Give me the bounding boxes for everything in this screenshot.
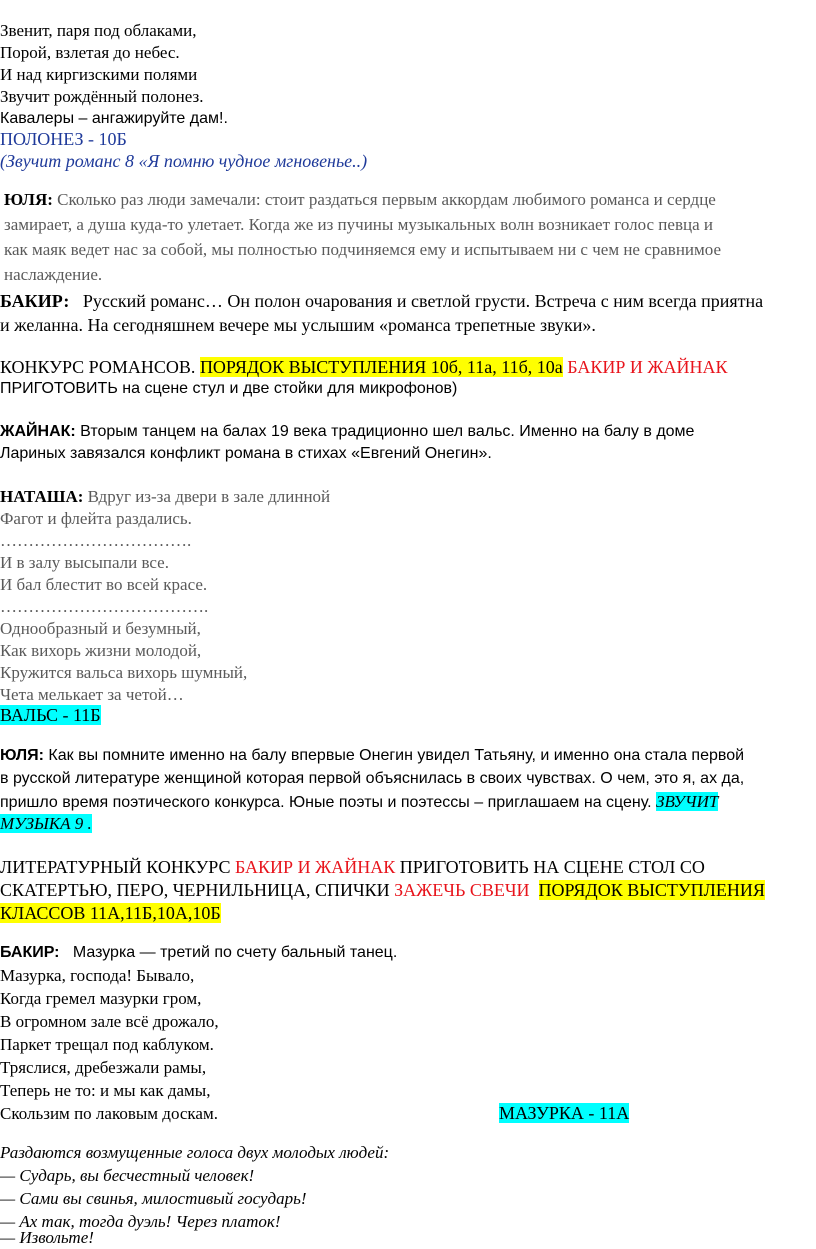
poem-line: ……………………………. (0, 531, 192, 550)
dialogue-line: — Сами вы свинья, милостивый государь! (0, 1189, 307, 1208)
poem-line: Звенит, паря под облаками, (0, 21, 197, 40)
poem-line: Скользим по лаковым доскам. (0, 1104, 218, 1123)
poem-line: И над киргизскими полями (0, 65, 198, 84)
poem-line: Когда гремел мазурки гром, (0, 989, 202, 1008)
literary-contest-heading: ЛИТЕРАТУРНЫЙ КОНКУРС БАКИР И ЖАЙНАК ПРИГОТОВИТЬ НА СЦЕНЕ СТОЛ СО (0, 857, 705, 877)
speaker-label: БАКИР: (0, 944, 60, 961)
order-highlight: ПОРЯДОК ВЫСТУПЛЕНИЯ (538, 880, 765, 900)
literary-contest-line: СКАТЕРТЬЮ, ПЕРО, ЧЕРНИЛЬНИЦА, СПИЧКИ ЗАЖЕЧЬ СВЕЧИ ПОРЯДОК ВЫСТУПЛЕНИЯ (0, 880, 765, 900)
poem-line: И в залу высыпали все. (0, 553, 169, 572)
poem-line: В огромном зале всё дрожало, (0, 1012, 219, 1031)
romance-note: (Звучит романс 8 «Я помню чудное мгновенье..) (0, 151, 368, 171)
poem-line: Мазурка, господа! Бывало, (0, 966, 195, 985)
polonaise-marker: ПОЛОНЕЗ - 10Б (0, 129, 127, 149)
poem-line: И бал блестит во всей красе. (0, 575, 208, 594)
hosts-note: БАКИР И ЖАЙНАК (567, 357, 728, 377)
poem-line: ………………………………. (0, 597, 209, 616)
poem-line: Кружится вальса вихорь шумный, (0, 663, 248, 682)
poem-line: Паркет трещал под каблуком. (0, 1035, 214, 1054)
stage-direction: Раздаются возмущенные голоса двух молодых людей: (0, 1143, 390, 1162)
stage-instruction: ПРИГОТОВИТЬ на сцене стул и две стойки для микрофонов) (0, 380, 458, 397)
zhainak-paragraph: ЖАЙНАК: Вторым танцем на балах 19 века традиционно шел вальс. Именно на балу в доме (0, 423, 695, 440)
poem-line: Теперь не то: и мы как дамы, (0, 1081, 211, 1100)
order-highlight: ПОРЯДОК ВЫСТУПЛЕНИЯ 10б, 11а, 11б, 10а (199, 357, 563, 377)
dialogue-line: — Сударь, вы бесчестный человек! (0, 1166, 255, 1185)
bakir-paragraph-2: БАКИР: Мазурка — третий по счету бальный танец. (0, 944, 398, 961)
order-highlight: КЛАССОВ 11А,11Б,10А,10Б (0, 903, 221, 923)
waltz-marker: ВАЛЬС - 11Б (0, 705, 101, 725)
bakir-paragraph-1-line: и желанна. На сегодняшнем вечере мы услышим «романса трепетные звуки». (0, 315, 596, 335)
yulia-paragraph-2-line: в русской литературе женщиной которая первой объяснилась в своих чувствах. О чем, это я, ах да, (0, 770, 745, 787)
dialogue-line: — Ах так, тогда дуэль! Через платок! (0, 1212, 281, 1231)
candles-note: ЗАЖЕЧЬ СВЕЧИ (394, 880, 530, 900)
poem-line: Кавалеры – ангажируйте дам!. (0, 110, 228, 127)
poem-line: Однообразный и безумный, (0, 619, 201, 638)
yulia-paragraph-2: ЮЛЯ: Как вы помните именно на балу впервые Онегин увидел Татьяну, и именно она стала первой (0, 747, 745, 764)
mazurka-marker: МАЗУРКА - 11А (499, 1103, 630, 1123)
yulia-paragraph-2-line: пришло время поэтического конкурса. Юные поэты и поэтессы – приглашаем на сцену. ЗВУЧИТ (0, 792, 719, 811)
poem-line: Как вихорь жизни молодой, (0, 641, 202, 660)
poem-line: Звучит рождённый полонез. (0, 87, 204, 106)
poem-line: Тряслися, дребезжали рамы, (0, 1058, 207, 1077)
speaker-label: ЮЛЯ: (4, 190, 53, 209)
music-cue: ЗВУЧИТ (656, 792, 719, 811)
hosts-note: БАКИР И ЖАЙНАК (234, 857, 396, 877)
dialogue-line: — Извольте! (0, 1228, 94, 1247)
speaker-label: БАКИР: (0, 291, 70, 311)
contest-romance-heading: КОНКУРС РОМАНСОВ. ПОРЯДОК ВЫСТУПЛЕНИЯ 10б, 11а, 11б, 10а БАКИР И ЖАЙНАК (0, 357, 728, 377)
zhainak-paragraph-line: Лариных завязался конфликт романа в стихах «Евгений Онегин». (0, 445, 492, 462)
poem-line: Чета мелькает за четой… (0, 685, 184, 704)
natasha-poem: НАТАША: Вдруг из-за двери в зале длинной (0, 487, 331, 506)
music-cue: МУЗЫКА 9 . (0, 814, 92, 833)
yulia-paragraph-1: ЮЛЯ: Сколько раз люди замечали: стоит раздаться первым аккордам любимого романса и сердце замирает, а душа куда-то улетает. Когда же из пучины музыкальных волн возникает голос певца и как маяк ведет нас за собой, мы полностью подчиняемся ему и испытываем ни с чем не сравнимое наслаждение. (4, 190, 722, 284)
speaker-label: НАТАША: (0, 487, 84, 506)
speaker-label: ЖАЙНАК: (0, 423, 76, 440)
bakir-paragraph-1: БАКИР: Русский романс… Он полон очарования и светлой грусти. Встреча с ним всегда приятна (0, 291, 764, 311)
speaker-label: ЮЛЯ: (0, 747, 44, 764)
poem-line: Фагот и флейта раздались. (0, 509, 192, 528)
poem-line: Порой, взлетая до небес. (0, 43, 180, 62)
